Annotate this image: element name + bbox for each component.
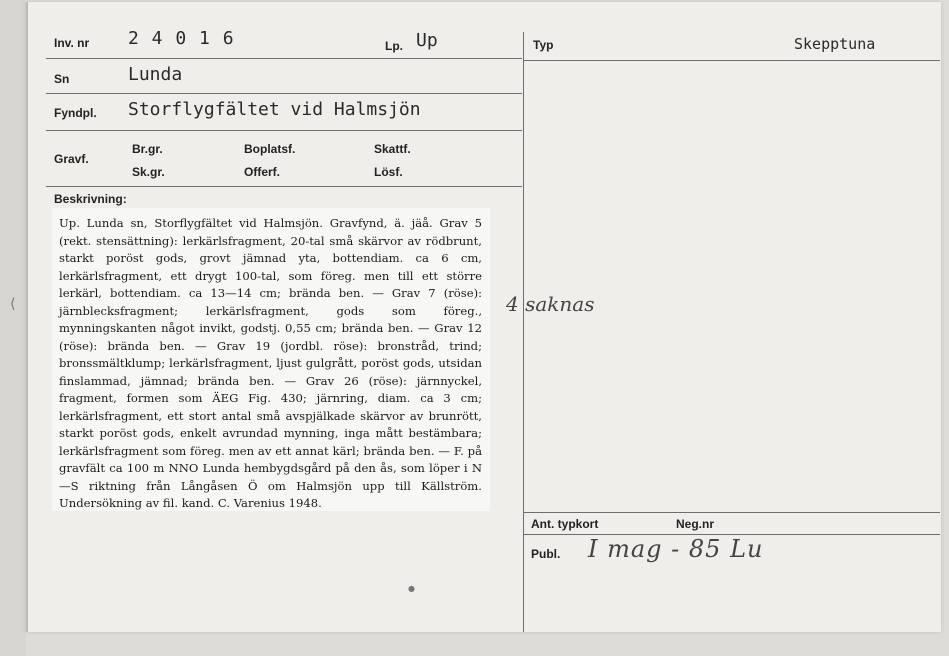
neg-nr-label: Neg.nr — [676, 517, 715, 531]
divider-line — [524, 512, 940, 513]
fyndpl-label: Fyndpl. — [54, 106, 97, 120]
gravf-label: Gravf. — [54, 152, 89, 166]
typ-label: Typ — [533, 38, 554, 52]
publ-handwritten-value: I mag - 85 Lu — [588, 535, 764, 563]
fyndpl-value: Storflygfältet vid Halmsjön — [128, 99, 421, 120]
lp-value: Up — [416, 30, 438, 51]
publ-label: Publ. — [531, 547, 561, 561]
divider-line — [46, 93, 522, 94]
inv-nr-value: 2 4 0 1 6 — [128, 28, 235, 49]
losf-label: Lösf. — [374, 165, 403, 179]
boplatsf-label: Boplatsf. — [244, 142, 296, 156]
dot-mark-icon: ● — [408, 584, 415, 593]
lp-label: Lp. — [385, 39, 403, 53]
br-gr-label: Br.gr. — [132, 142, 163, 156]
divider-line — [46, 186, 522, 187]
skattf-label: Skattf. — [374, 142, 411, 156]
column-divider — [523, 32, 524, 632]
inv-nr-label: Inv. nr — [54, 36, 90, 50]
divider-line — [46, 130, 522, 131]
offerf-label: Offerf. — [244, 165, 280, 179]
divider-line — [46, 58, 522, 59]
handwritten-saknas: 4 saknas — [506, 292, 595, 316]
ant-typkort-label: Ant. typkort — [531, 517, 599, 531]
margin-mark-icon: ⟨ — [10, 296, 16, 312]
beskrivning-label: Beskrivning: — [54, 192, 127, 206]
catalog-card — [26, 2, 941, 632]
typ-value: Skepptuna — [794, 35, 876, 53]
description-text: Up. Lunda sn, Storflygfältet vid Halmsjön. Gravfynd, ä. jäå. Grav 5 (rekt. stensättning): lerkärlsfragment, 20-tal små skärvor av rödbrunt, starkt poröst gods, grovt jämnad yta, bottendiam. ca 6 cm, lerkärlsfragment, ett drygt 100-tal, som föreg. men till ett större lerkärl, bottendiam. ca 13—14 cm; brända ben. — Grav 7 (röse): järnblecksfragment; lerkärlsfragment, gods som föreg., mynningskanten något invikt, godstj. 0,55 cm; brända ben. — Grav 12 (röse): brända ben. — Grav 19 (jordbl. röse): bronstråd, trind; bronssmältklump; lerkärlsfragment, ljust gulgrått, poröst gods, utsidan finslammad, jämnad; brända ben. — Grav 26 (röse): järnnyckel, fragment, formen som ÄEG Fig. 430; järnring, diam. ca 3 cm; lerkärlsfragment, ett stort antal små avspjälkade skärvor av brunrött, starkt poröst gods, enkelt avrundad mynning, inga mått bestämbara; lerkärlsfragment som föreg. men av ett annat kärl; brända ben. — F. på gravfält ca 100 m NNO Lunda hembygdsgård på den ås, som löper i N—S riktning från Långåsen Ö om Halmsjön upp till Källström. Undersökning av fil. kand. C. Varenius 1948. — [59, 216, 482, 510]
sn-value: Lunda — [128, 64, 183, 85]
sk-gr-label: Sk.gr. — [132, 165, 165, 179]
card-background-edge — [0, 0, 26, 656]
sn-label: Sn — [54, 72, 70, 86]
description-clipping — [52, 208, 490, 511]
divider-line — [524, 60, 940, 61]
